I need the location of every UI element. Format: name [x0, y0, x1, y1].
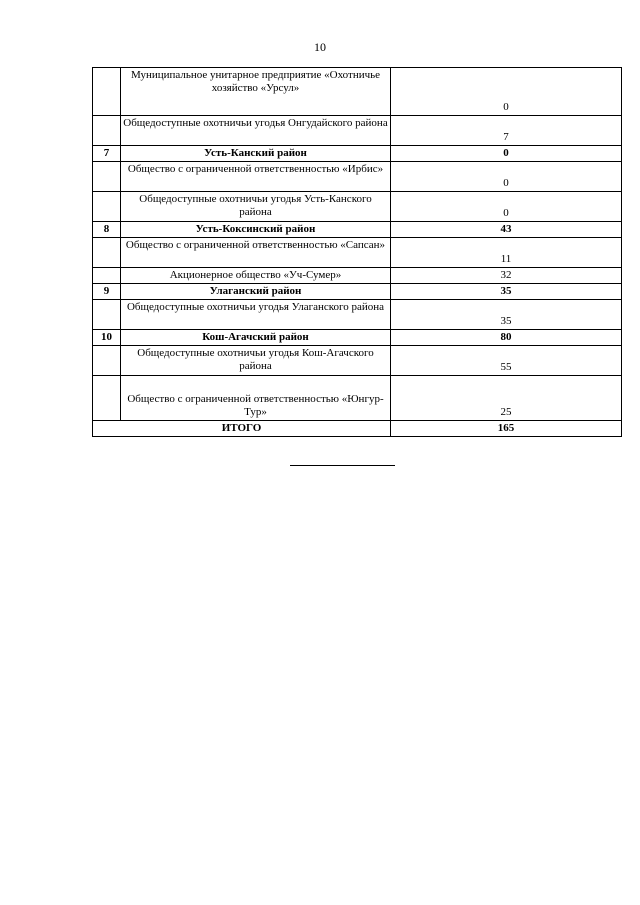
row-number: [93, 300, 121, 330]
row-value: 55: [391, 346, 622, 376]
row-value: 35: [391, 300, 622, 330]
row-value: 32: [391, 268, 622, 284]
row-value: 0: [391, 162, 622, 192]
row-name: Общедоступные охотничьи угодья Кош-Агачского района: [121, 346, 391, 376]
row-value: 35: [391, 284, 622, 300]
row-number: [93, 68, 121, 116]
row-number: 10: [93, 330, 121, 346]
row-number: [93, 116, 121, 146]
table-row: [93, 238, 622, 268]
row-value: 25: [391, 376, 622, 421]
row-number: [93, 376, 121, 421]
table-row: [93, 68, 622, 116]
row-value: 11: [391, 238, 622, 268]
row-name: Усть-Коксинский район: [121, 222, 391, 238]
row-value: 0: [391, 192, 622, 222]
row-value: 80: [391, 330, 622, 346]
row-name: Общедоступные охотничьи угодья Улаганского района: [121, 300, 391, 330]
table-row: [93, 330, 622, 346]
row-number: 8: [93, 222, 121, 238]
row-name: Общество с ограниченной ответственностью «Сапсан»: [121, 238, 391, 268]
row-number: 9: [93, 284, 121, 300]
table-row: [93, 146, 622, 162]
row-number: [93, 192, 121, 222]
row-name: Общество с ограниченной ответственностью «Ирбис»: [121, 162, 391, 192]
table-row: [93, 346, 622, 376]
row-value: 43: [391, 222, 622, 238]
row-name: Улаганский район: [121, 284, 391, 300]
row-number: 7: [93, 146, 121, 162]
row-number: [93, 162, 121, 192]
row-name: Кош-Агачский район: [121, 330, 391, 346]
row-number: [93, 268, 121, 284]
row-name: Общество с ограниченной ответственностью «Юнгур-Тур»: [121, 376, 391, 421]
row-name: Общедоступные охотничьи угодья Усть-Канского района: [121, 192, 391, 222]
table-row: [93, 284, 622, 300]
row-name: Муниципальное унитарное предприятие «Охотничье хозяйство «Урсул»: [121, 68, 391, 116]
total-value: 165: [391, 421, 622, 437]
row-value: 0: [391, 146, 622, 162]
row-name: Акционерное общество «Уч-Сумер»: [121, 268, 391, 284]
table-row: [93, 300, 622, 330]
table-row: [93, 162, 622, 192]
total-label: ИТОГО: [93, 421, 391, 437]
table-row: [93, 268, 622, 284]
row-value: 0: [391, 68, 622, 116]
total-row: [93, 421, 622, 437]
row-number: [93, 238, 121, 268]
row-value: 7: [391, 116, 622, 146]
data-table: [92, 67, 622, 437]
page-number: 10: [314, 40, 326, 54]
table-row: [93, 376, 622, 421]
table-row: [93, 116, 622, 146]
row-number: [93, 346, 121, 376]
row-name: Усть-Канский район: [121, 146, 391, 162]
table-row: [93, 192, 622, 222]
end-divider: [290, 465, 395, 466]
table-row: [93, 222, 622, 238]
row-name: Общедоступные охотничьи угодья Онгудайского района: [121, 116, 391, 146]
